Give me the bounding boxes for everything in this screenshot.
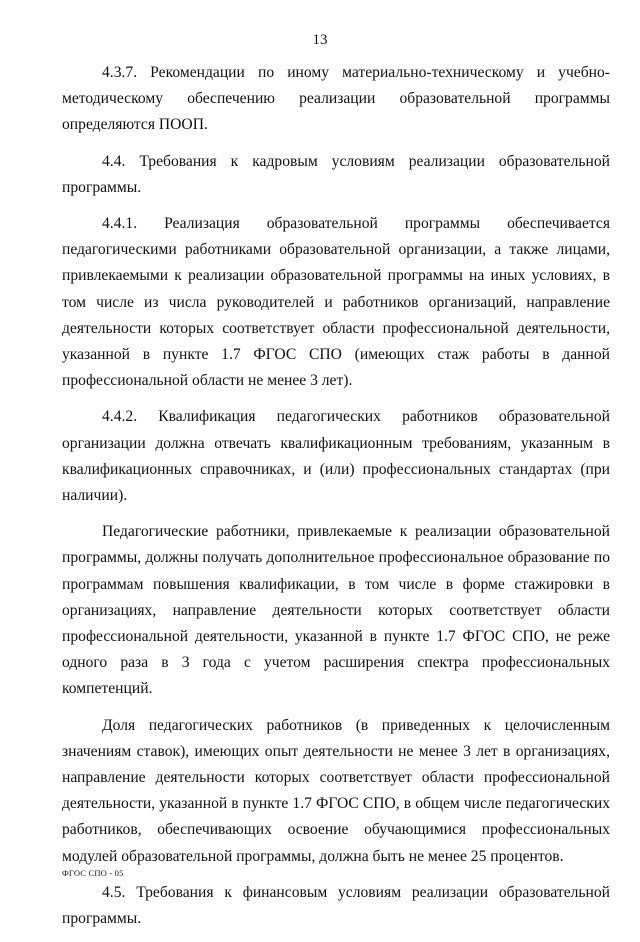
- paragraph-4-4-1: 4.4.1. Реализация образовательной программы обеспечивается педагогическими работниками образовательной организации, а также лицами, привлекаемыми к реализации образовательной программы на иных условиях, в том числе из числа руководителей и работников организаций, направление деятельности которых соответствует области профессиональной деятельности, указанной в пункте 1.7 ФГОС СПО (имеющих стаж работы в данной профессиональной области не менее 3 лет).: [62, 215, 610, 390]
- footer-label: ФГОС СПО - 05: [62, 868, 124, 878]
- page-number: 13: [312, 32, 328, 48]
- paragraph-4-4: 4.4. Требования к кадровым условиям реализации образовательной программы.: [62, 152, 610, 196]
- paragraph-4-3-7: 4.3.7. Рекомендации по иному материально-техническому и учебно-методическому обеспечению реализации образовательной программы определяются ПООП.: [62, 64, 610, 134]
- paragraph-teacher-share: Доля педагогических работников (в приведенных к целочисленным значениям ставок), имеющих опыт деятельности не менее 3 лет в организациях, направление деятельности которых соответствует области профессиональной деятельности, указанной в пункте 1.7 ФГОС СПО, в общем числе педагогических работников, обеспечивающих освоение обучающимися профессиональных модулей образовательной программы, должна быть не менее 25 процентов.: [62, 716, 610, 865]
- paragraph-4-5: 4.5. Требования к финансовым условиям реализации образовательной программы.: [62, 883, 610, 928]
- document-body: [62, 60, 610, 942]
- paragraph-4-4-2: 4.4.2. Квалификация педагогических работников образовательной организации должна отвечать квалификационным требованиям, указанным в квалификационных справочниках, и (или) профессиональных стандартах (при наличии).: [62, 408, 610, 505]
- paragraph-teacher-training: Педагогические работники, привлекаемые к реализации образовательной программы, должны получать дополнительное профессиональное образование по программам повышения квалификации, в том числе в форме стажировки в организациях, направление деятельности которых соответствует области профессиональной деятельности, указанной в пункте 1.7 ФГОС СПО, не реже одного раза в 3 года с учетом расширения спектра профессиональных компетенций.: [62, 523, 610, 698]
